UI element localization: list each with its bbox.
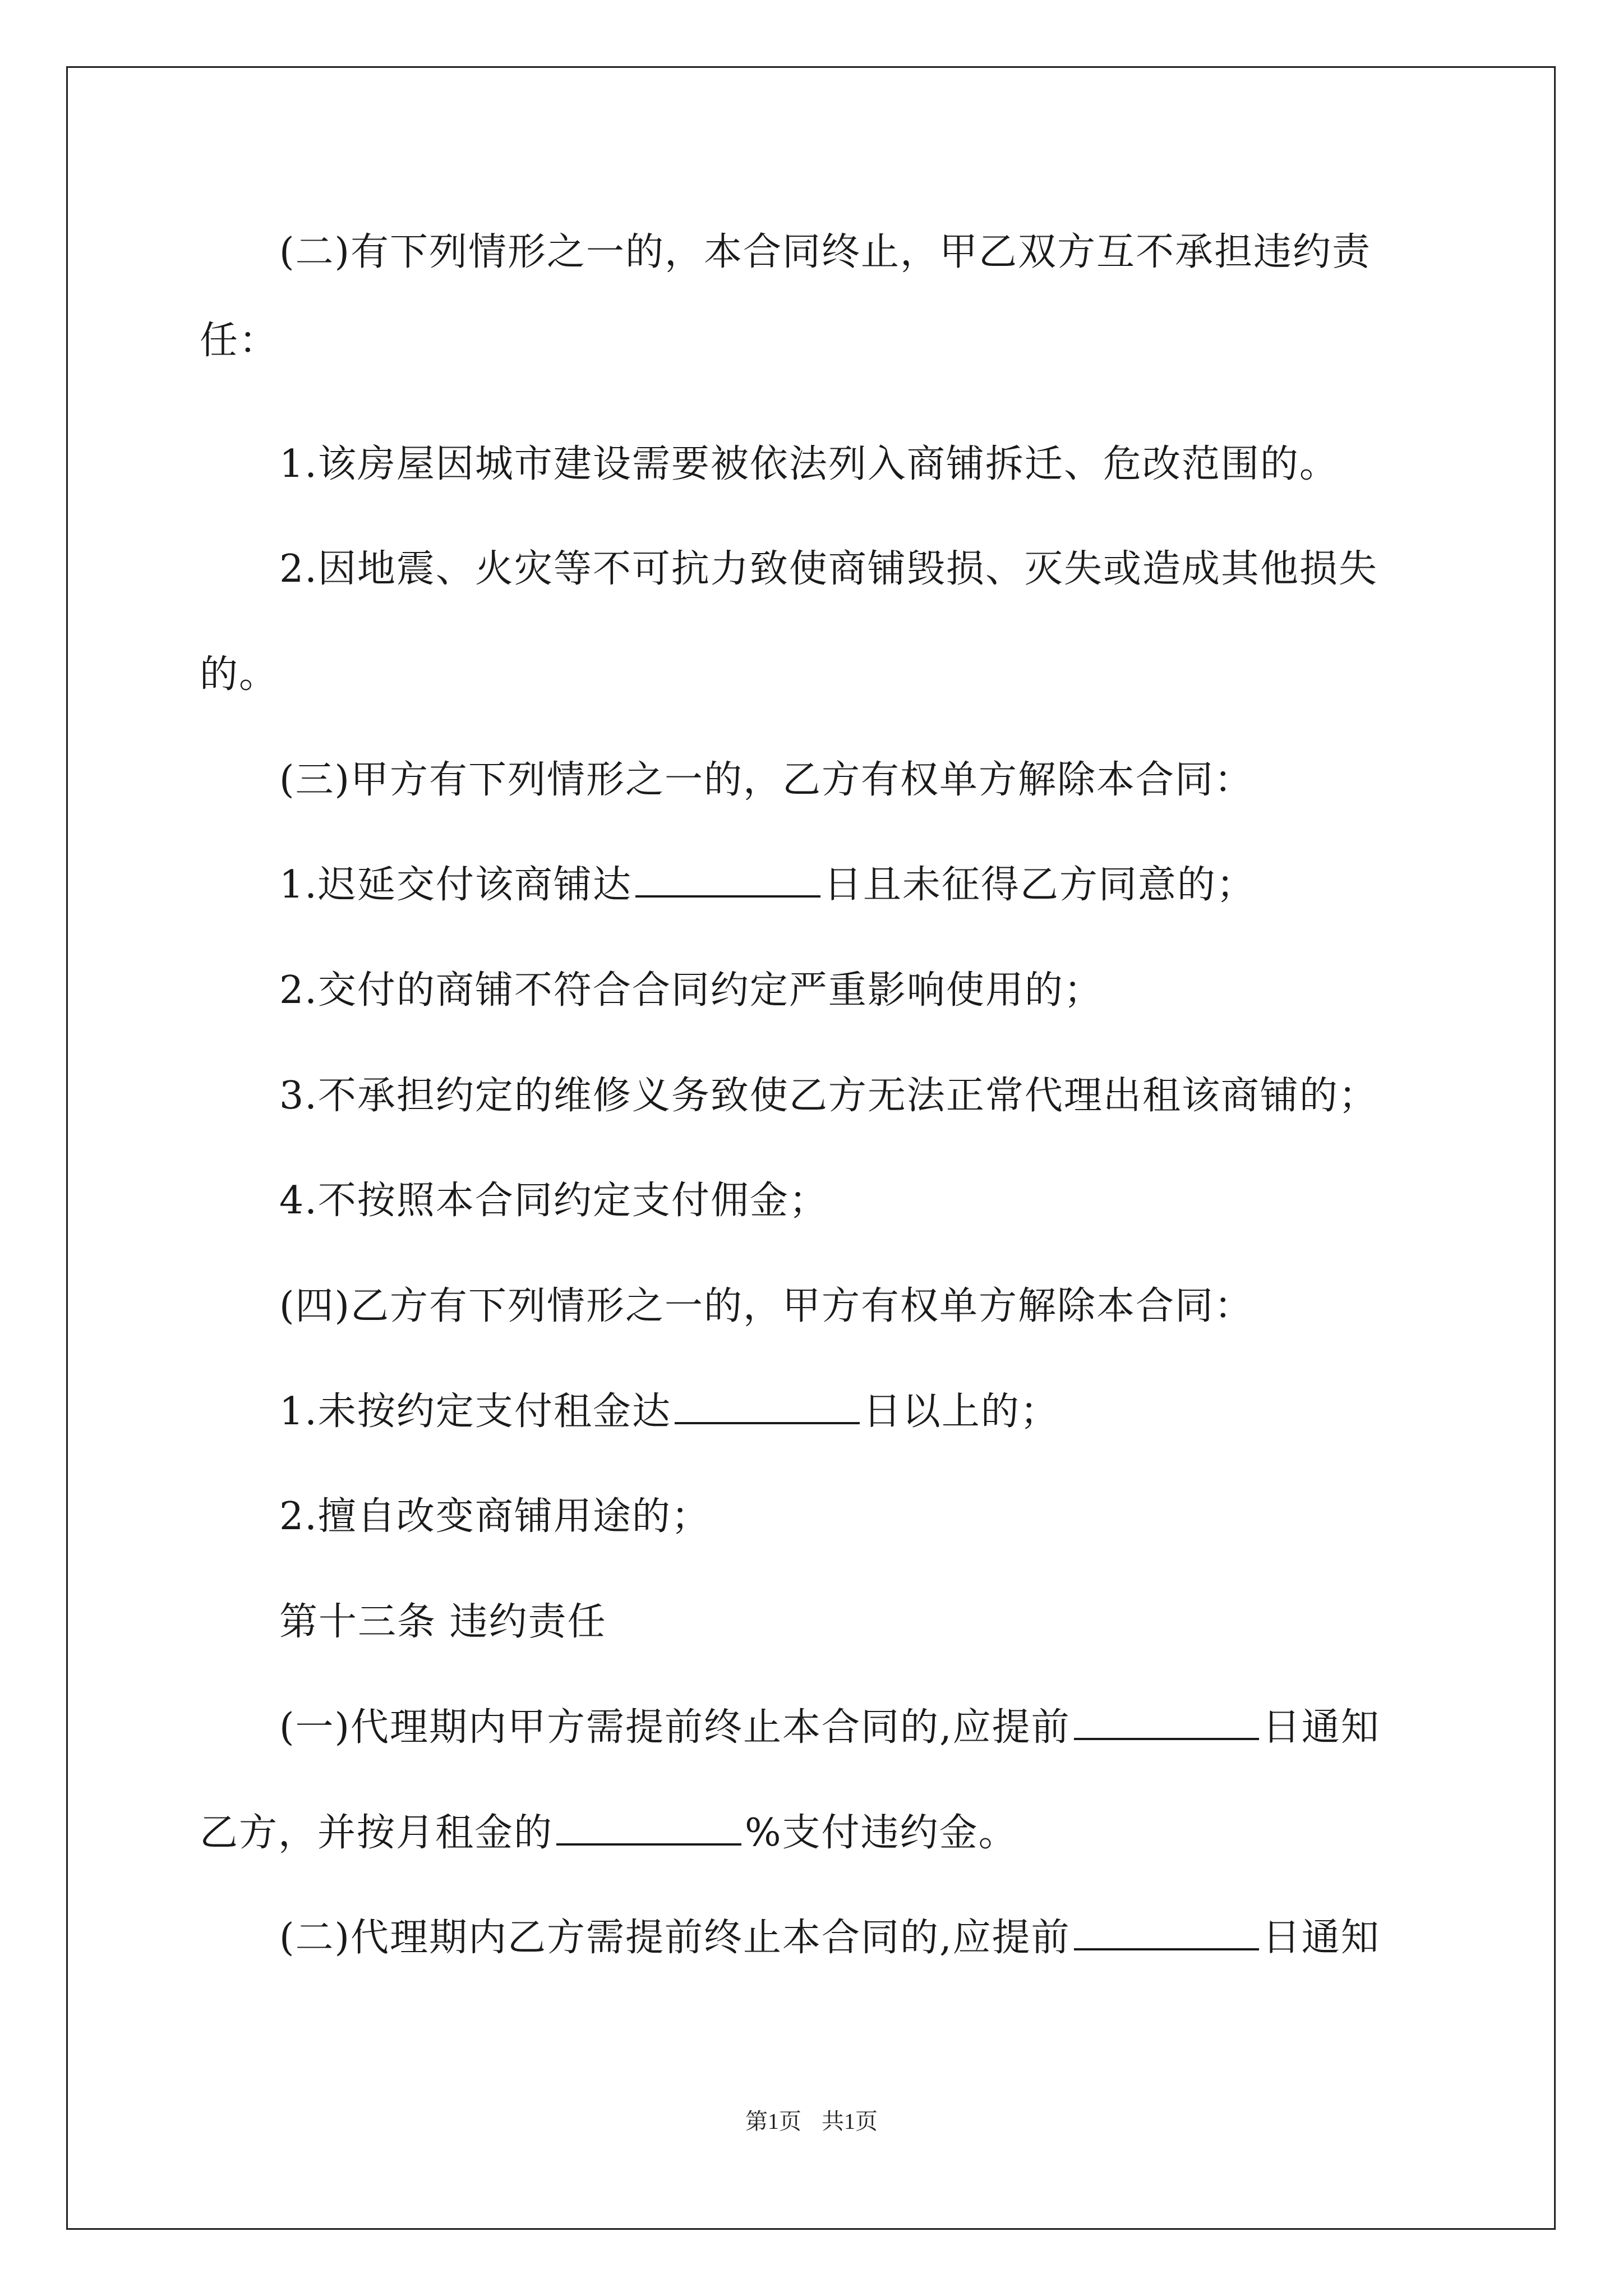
text-segment: (二)代理期内乙方需提前终止本合同的,应提前 [279, 1916, 1071, 1960]
paragraph-line [279, 1385, 1513, 1439]
paragraph-line: (二)有下列情形之一的，本合同终止，甲乙双方互不承担违约责 [279, 230, 1372, 274]
paragraph-line [279, 1911, 1513, 1965]
paragraph-line: 1.该房屋因城市建设需要被依法列入商铺拆迁、危改范围的。 [279, 442, 1339, 486]
fill-blank[interactable] [635, 862, 820, 898]
paragraph-line: 2.因地震、火灾等不可抗力致使商铺毁损、灭失或造成其他损失 [279, 547, 1378, 591]
paragraph-line: 2.交付的商铺不符合合同约定严重影响使用的； [279, 968, 1103, 1013]
text-segment: 日通知 [1262, 1705, 1380, 1750]
text-segment: %支付违约金。 [745, 1811, 1018, 1855]
text-segment: 日且未征得乙方同意的； [823, 863, 1256, 907]
page-number-current: 第1页 [745, 2109, 801, 2134]
fill-blank[interactable] [556, 1810, 741, 1846]
page-footer [0, 2105, 1623, 2138]
paragraph-line: 4.不按照本合同约定支付佣金； [279, 1179, 828, 1223]
text-segment: 日以上的； [863, 1389, 1059, 1434]
paragraph-line [200, 1806, 1433, 1860]
paragraph-line [279, 858, 1513, 912]
paragraph-line: 3.不承担约定的维修义务致使乙方无法正常代理出租该商铺的； [279, 1074, 1378, 1118]
text-segment: 1.迟延交付该商铺达 [279, 863, 632, 907]
fill-blank[interactable] [1074, 1704, 1259, 1740]
text-segment: 日通知 [1262, 1916, 1380, 1960]
paragraph-line: 的。 [200, 652, 279, 697]
section-heading: 第十三条 违约责任 [279, 1600, 607, 1644]
text-segment: 乙方，并按月租金的 [200, 1811, 554, 1855]
paragraph-line: 2.擅自改变商铺用途的； [279, 1494, 711, 1539]
paragraph-line [279, 1701, 1513, 1755]
text-segment: (一)代理期内甲方需提前终止本合同的,应提前 [279, 1705, 1071, 1750]
fill-blank[interactable] [1074, 1915, 1259, 1950]
page-border [66, 66, 1556, 2230]
paragraph-line: (三)甲方有下列情形之一的，乙方有权单方解除本合同： [279, 758, 1254, 802]
text-segment: 1.未按约定支付租金达 [279, 1389, 671, 1434]
page-number-total: 共1页 [822, 2109, 878, 2134]
fill-blank[interactable] [675, 1388, 860, 1424]
paragraph-line: (四)乙方有下列情形之一的，甲方有权单方解除本合同： [279, 1284, 1254, 1328]
paragraph-line: 任： [200, 319, 279, 363]
